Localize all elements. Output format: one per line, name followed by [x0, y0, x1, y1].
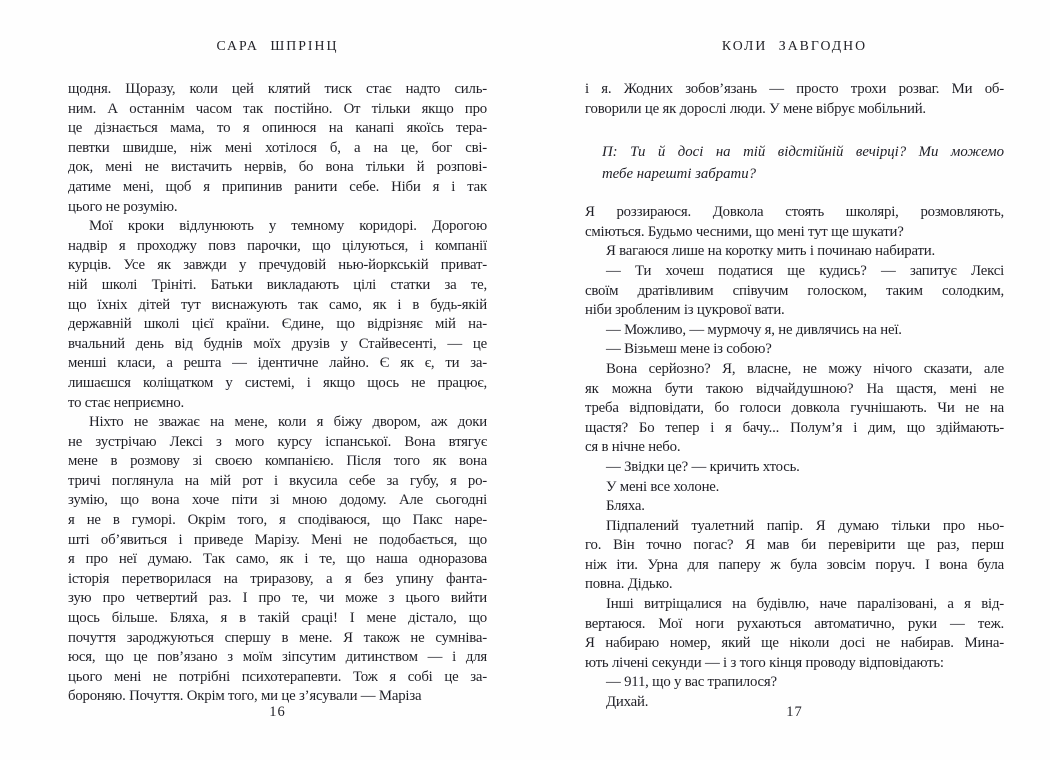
paragraph [585, 673, 1004, 693]
text-line: історія перетворилася на триразову, а я без упину фанта- [68, 570, 487, 587]
text-line: курців. Усе як завжди у пречудовій нью-йоркській приват- [68, 257, 487, 274]
text-line: — Ти хочеш податися ще кудись? — запитує Лексі [606, 262, 1004, 279]
text-line: ють лічені секунди — і з того кінця проводу відповідають: [585, 654, 944, 671]
book-page-left [68, 0, 487, 760]
text-line: — 911, що у вас трапилося? [606, 674, 777, 691]
text-line: вертаюся. Мої ноги рухаються автоматично, руки — теж. [585, 615, 1004, 632]
text-line: шті об’явиться і приведе Марізу. Мені не подобається, що [68, 531, 487, 548]
text-line: ніби зробленим із цукрової вати. [585, 302, 785, 319]
text-line: ся в нічне небо. [585, 439, 681, 456]
page-text-body-right [585, 80, 1004, 713]
text-line: Ніхто не зважає на мене, коли я біжу двором, аж доки [89, 414, 487, 431]
text-line: Підпалений туалетний папір. Я думаю тільки про ньо- [606, 517, 1004, 534]
text-line: говорили це як дорослі люди. У мене вібрує мобільний. [585, 100, 926, 117]
text-line: Я роззираюся. Довкола стоять школярі, розмовляють, [585, 204, 1004, 221]
text-line: певтки швидше, ніж мені хотілося б, а на це, бог сві- [68, 139, 487, 156]
sms-message-block [602, 141, 1004, 185]
text-line: сміються. Будьмо чесними, що мені тут ще шукати? [585, 223, 904, 240]
text-line: Вона серйозно? Я, власне, не можу нічого сказати, але [606, 360, 1004, 377]
paragraph [585, 262, 1004, 321]
text-line: Я вагаюся лише на коротку мить і починаю набирати. [606, 243, 935, 260]
page-text-body-left [68, 80, 487, 707]
text-line: Бляха. [606, 498, 645, 515]
text-line: це дізнається мама, то я опинюся на канапі якоїсь тера- [68, 120, 487, 137]
paragraph [68, 413, 487, 707]
text-line: — Звідки це? — кричить хтось. [606, 458, 800, 475]
text-line: не зустрічаю Лексі з мого курсу іспанської. Вона втягує [68, 433, 487, 450]
text-line: цього мені не потрібні психотерапевти. Тож я собі це за- [68, 668, 487, 685]
text-line: — Візьмеш мене із собою? [606, 341, 772, 358]
text-line: менші класи, а решта — ідентичне лайно. Є як є, ти за- [68, 355, 487, 372]
running-header-left: САРА ШПРІНЦ [216, 38, 339, 53]
text-line: повна. Дідько. [585, 576, 673, 593]
text-line: Дихай. [606, 694, 649, 711]
text-line: що їхніх дітей тут виснажують так само, як і в будь-якій [68, 296, 487, 313]
text-line: тричі поглянула на мій рот і вкусила себе за губу, я ро- [68, 472, 487, 489]
text-line: я про неї думаю. Так само, як і те, що наша одноразова [68, 551, 487, 568]
paragraph [585, 80, 1004, 119]
text-line: Інші витріщалися на будівлю, наче паралізовані, а я від- [606, 596, 1004, 613]
paragraph [585, 595, 1004, 673]
paragraph [585, 340, 1004, 360]
text-line: го. Він точно погас? Я мав би перевірити ще раз, перш [585, 537, 1004, 554]
text-line: треба відповідати, бо голоси довкола гучнішають. Чи не на [585, 400, 1004, 417]
text-line: док, мені не вистачить нервів, бо вона тільки й розпові- [68, 159, 487, 176]
paragraph [585, 360, 1004, 458]
text-line: мене в розмову зі своєю компанією. Після того як вона [68, 453, 487, 470]
text-line: щось більше. Бляха, я в такій сраці! І мене дістало, що [68, 610, 487, 627]
paragraph [585, 478, 1004, 498]
text-line: бороняю. Почуття. Окрім того, ми це з’ясували — Маріза [68, 688, 422, 705]
text-line: цього не розумію. [68, 198, 178, 215]
text-line: ніж іти. Урна для паперу ж була зовсім поруч. І вона була [585, 556, 1004, 573]
text-line: зую про четвертий раз. І про те, чи може з цього вийти [68, 590, 487, 607]
text-line: надвір я проходжу повз парочки, що цілуються, і компанії [68, 237, 487, 254]
paragraph [585, 517, 1004, 595]
text-line: своїм дратівливим співучим голоском, таким солодким, [585, 282, 1004, 299]
text-line: юся, що це пов’язано з моїм зіпсутим дитинством — і для [68, 649, 487, 666]
text-line: датиме мені, щоб я припинив ранити себе. Ніби я і так [68, 178, 487, 195]
text-line: щодня. Щоразу, коли цей клятий тиск стає надто силь- [68, 81, 487, 97]
paragraph [585, 497, 1004, 517]
text-line: П: Ти й досі на тій відстійній вечірці? Ми можемо [602, 144, 1004, 161]
text-line: ній школі Трініті. Батьки викладають цілі статки за те, [68, 276, 487, 293]
paragraph [68, 80, 487, 217]
paragraph [585, 203, 1004, 242]
text-line: то стає неприємно. [68, 394, 185, 411]
text-line: вчальний день від буднів моїх друзів у Стайвесенті, — це [68, 335, 487, 352]
text-line: ним. А останнім часом так постійно. От тільки якщо про [68, 100, 487, 117]
text-line: і я. Жодних зобов’язань — просто трохи розваг. Ми об- [585, 81, 1004, 97]
text-line: тебе нарешті забрати? [602, 166, 757, 183]
paragraph [68, 217, 487, 413]
page-number-left: 16 [269, 704, 286, 720]
paragraph [585, 458, 1004, 478]
text-line: як можна бути такою відчайдушною? На щастя, мені не [585, 380, 1004, 397]
book-page-right [585, 0, 1004, 760]
paragraph [585, 321, 1004, 341]
text-line: Я набираю номер, який ще ніколи досі не набирав. Мина- [585, 635, 1004, 652]
paragraph [585, 242, 1004, 262]
text-line: У мені все холоне. [606, 478, 720, 495]
text-line: зумію, що вона хоче піти зі мною додому. Але сьогодні [68, 492, 487, 509]
text-line: почуття зароджуються спершу в мене. Я також не сумніва- [68, 629, 487, 646]
text-line: я не в гуморі. Окрім того, я сподіваюся, що Пакс наре- [68, 512, 487, 529]
text-line: щастя? Бо тепер і я бачу... Полум’я і дим, що здіймають- [585, 419, 1004, 436]
page-number-right: 17 [786, 704, 803, 720]
text-line: — Можливо, — мурмочу я, не дивлячись на неї. [606, 321, 902, 338]
running-header-right: КОЛИ ЗАВГОДНО [721, 38, 868, 53]
text-line: Мої кроки відлунюють у темному коридорі. Дорогою [89, 218, 487, 235]
text-line: державній школі цієї країни. Єдине, що відрізняє мій на- [68, 316, 487, 333]
text-line: лишаєшся коліщатком у системі, і якщо щось не працює, [68, 374, 487, 391]
